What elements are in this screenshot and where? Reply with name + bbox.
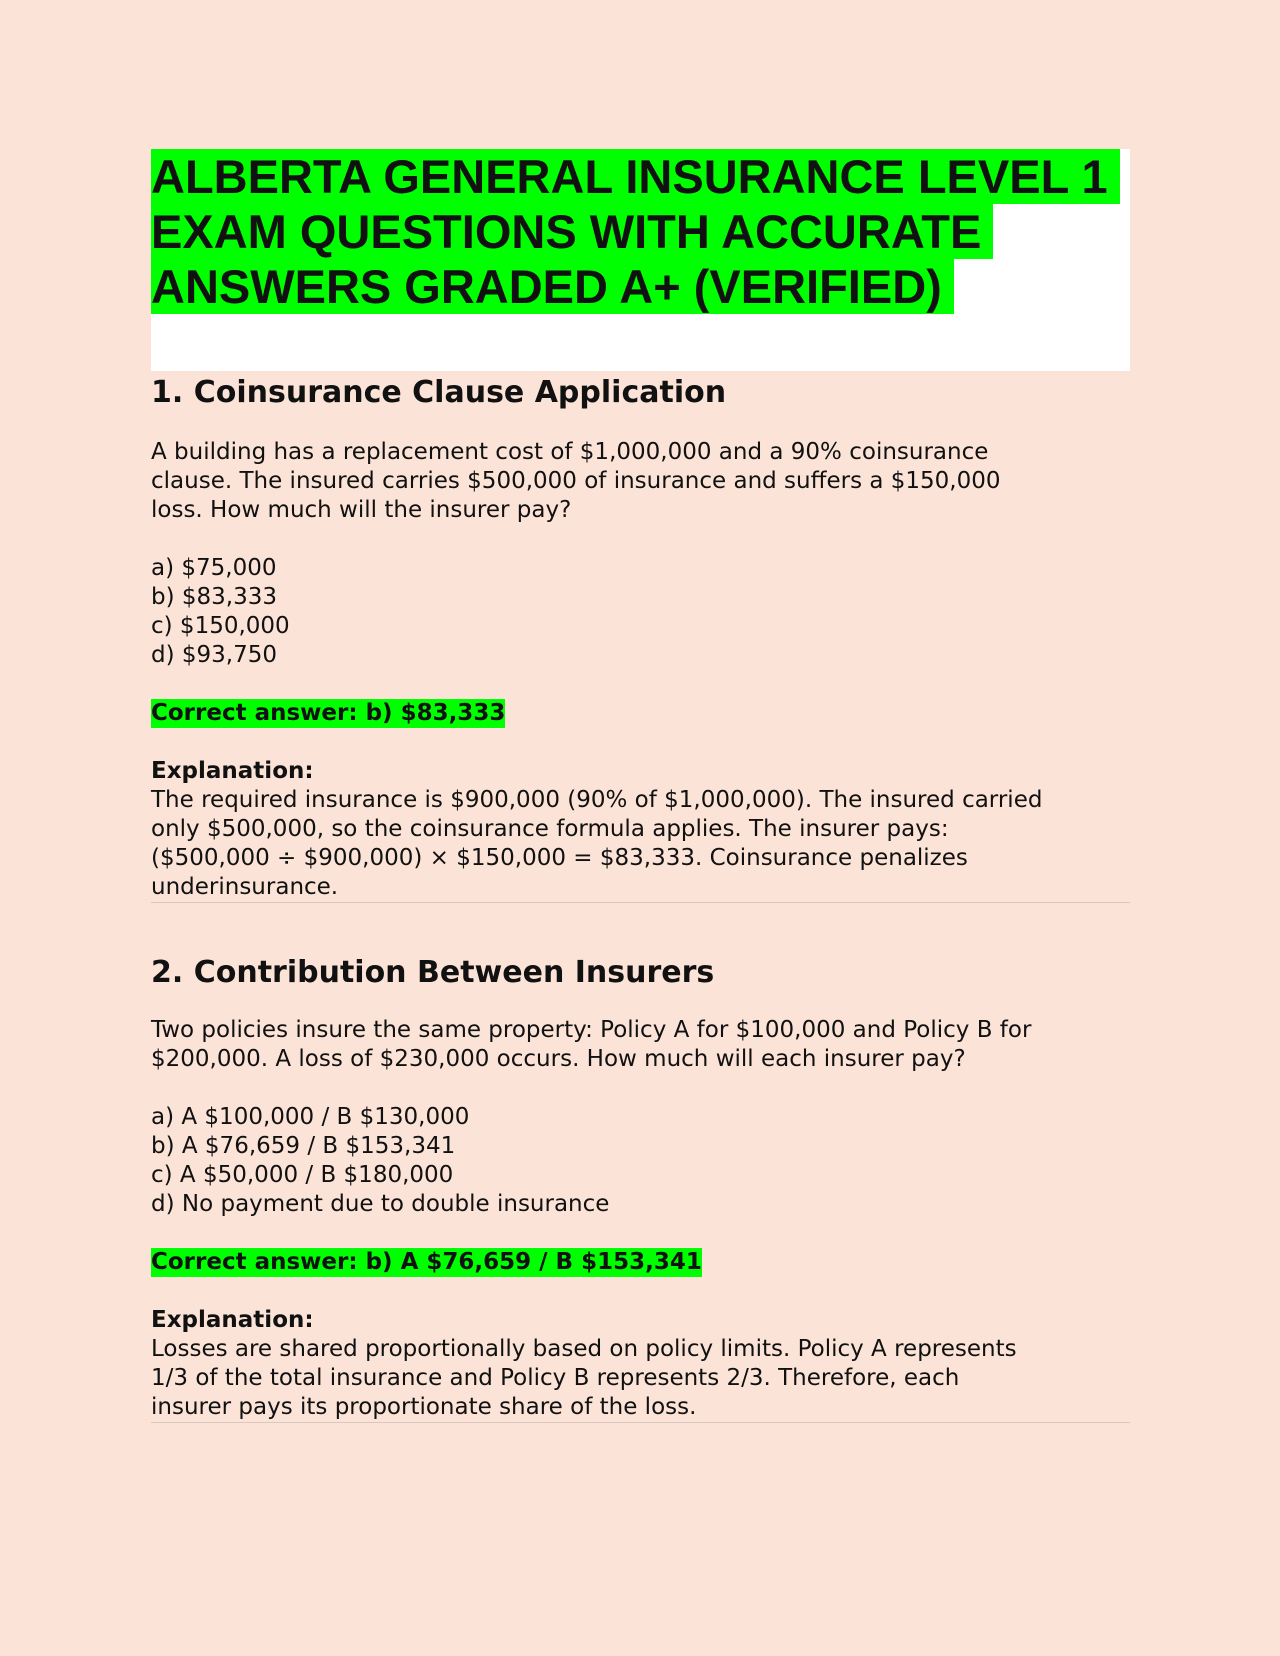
explanation-line: Losses are shared proportionally based on policy limits. Policy A represents — [151, 1336, 1017, 1362]
question-2 — [151, 955, 1130, 1423]
option-d: d) No payment due to double insurance — [151, 1191, 610, 1217]
explanation-label: Explanation: — [151, 758, 314, 784]
title-line: ALBERTA GENERAL INSURANCE LEVEL 1 — [151, 149, 1120, 204]
question-heading: 2. Contribution Between Insurers — [151, 955, 715, 990]
question-text-line: A building has a replacement cost of $1,000,000 and a 90% coinsurance — [151, 439, 989, 465]
explanation-line: insurer pays its proportionate share of the loss. — [151, 1394, 697, 1420]
answer-options — [151, 1103, 1130, 1219]
option-c: c) $150,000 — [151, 613, 290, 639]
document-title — [151, 149, 1130, 314]
question-heading: 1. Coinsurance Clause Application — [151, 375, 727, 410]
option-a: a) $75,000 — [151, 555, 277, 581]
title-line: ANSWERS GRADED A+ (VERIFIED) — [151, 259, 954, 314]
explanation-line: underinsurance. — [151, 874, 339, 900]
explanation-line: The required insurance is $900,000 (90% of $1,000,000). The insured carried — [151, 787, 1043, 813]
question-text-line: clause. The insured carries $500,000 of insurance and suffers a $150,000 — [151, 468, 1001, 494]
explanation-line: 1/3 of the total insurance and Policy B represents 2/3. Therefore, each — [151, 1365, 960, 1391]
section-divider — [151, 1422, 1130, 1423]
answer-wrapper — [151, 1248, 1130, 1277]
option-b: b) $83,333 — [151, 584, 277, 610]
explanation-line: ($500,000 ÷ $900,000) × $150,000 = $83,333. Coinsurance penalizes — [151, 845, 968, 871]
option-b: b) A $76,659 / B $153,341 — [151, 1133, 456, 1159]
explanation-line: only $500,000, so the coinsurance formula applies. The insurer pays: — [151, 816, 949, 842]
question-text-line: $200,000. A loss of $230,000 occurs. How much will each insurer pay? — [151, 1046, 966, 1072]
option-a: a) A $100,000 / B $130,000 — [151, 1104, 470, 1130]
explanation-text — [151, 1335, 1130, 1422]
section-divider — [151, 902, 1130, 903]
question-text-line: loss. How much will the insurer pay? — [151, 497, 572, 523]
correct-answer: Correct answer: b) A $76,659 / B $153,341 — [151, 1249, 702, 1275]
question-text — [151, 1016, 1130, 1074]
title-line: EXAM QUESTIONS WITH ACCURATE — [151, 204, 993, 259]
title-box — [151, 149, 1130, 371]
question-1 — [151, 375, 1130, 903]
question-text-line: Two policies insure the same property: Policy A for $100,000 and Policy B for — [151, 1017, 1032, 1043]
question-text — [151, 438, 1130, 525]
explanation-text — [151, 786, 1130, 902]
option-c: c) A $50,000 / B $180,000 — [151, 1162, 454, 1188]
correct-answer: Correct answer: b) $83,333 — [151, 700, 506, 726]
option-d: d) $93,750 — [151, 642, 277, 668]
answer-options — [151, 554, 1130, 670]
explanation-label: Explanation: — [151, 1307, 314, 1333]
answer-wrapper — [151, 699, 1130, 728]
document-page — [151, 149, 1130, 1423]
